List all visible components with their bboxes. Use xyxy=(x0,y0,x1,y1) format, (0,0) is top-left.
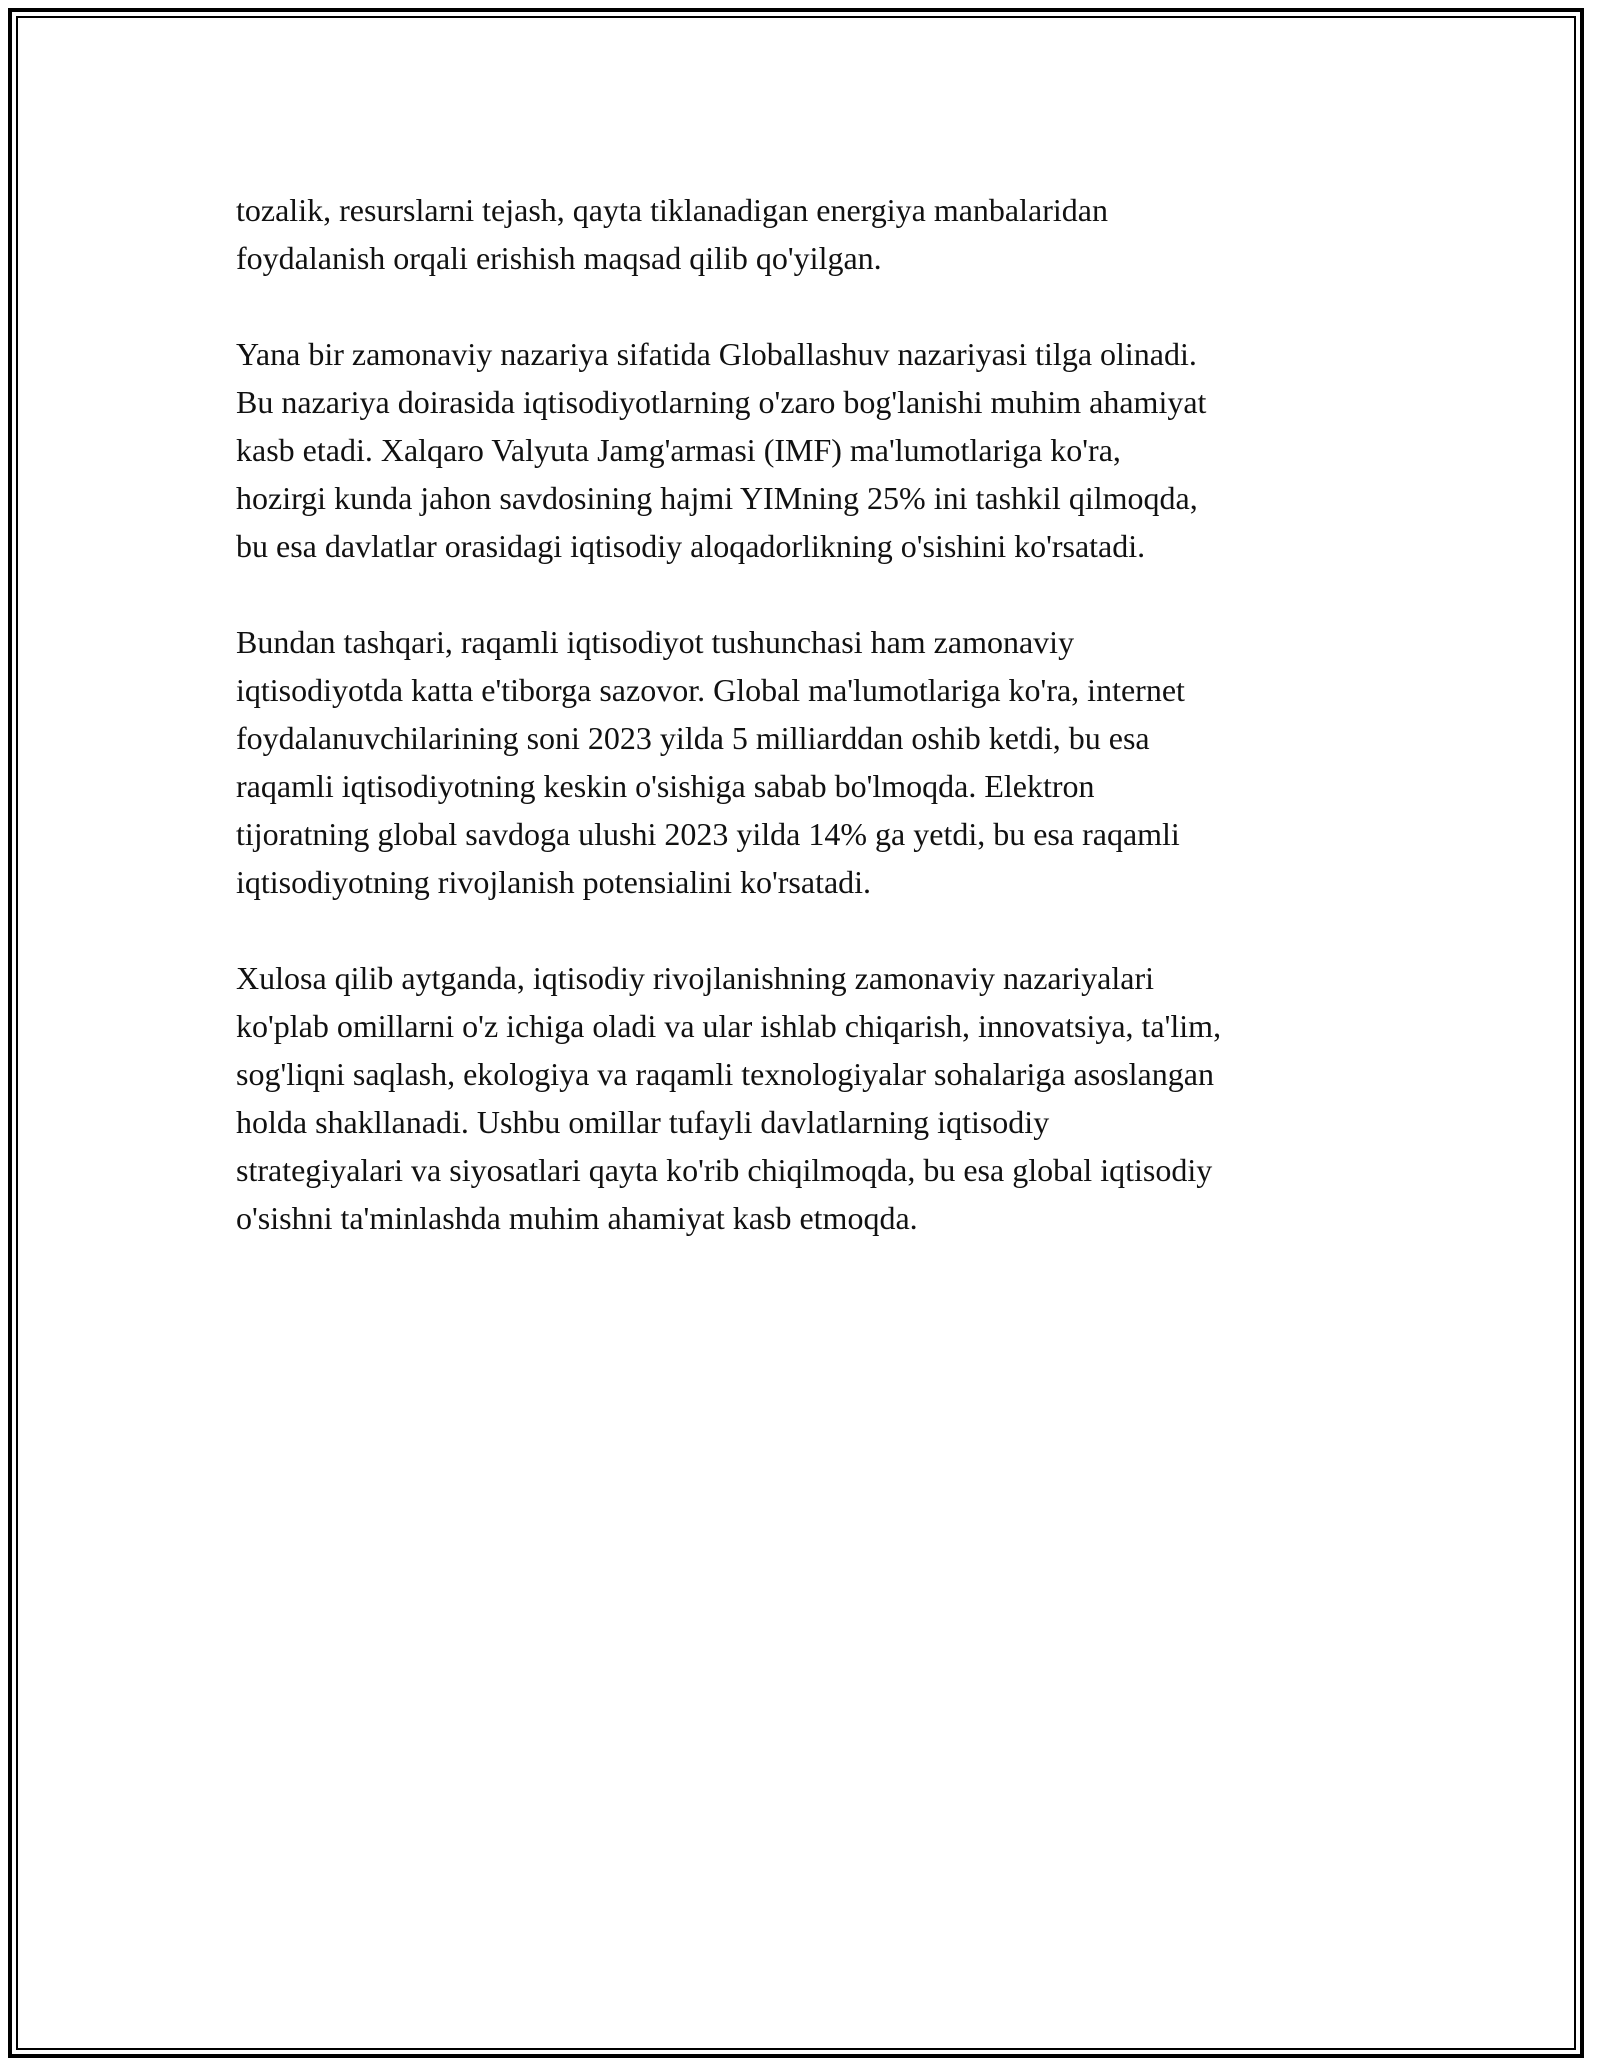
paragraph-line: ko'plab omillarni o'z ichiga oladi va ular ishlab chiqarish, innovatsiya, ta'lim, xyxy=(236,1008,1222,1044)
paragraph-line: bu esa davlatlar orasidagi iqtisodiy aloqadorlikning o'sishini ko'rsatadi. xyxy=(236,528,1146,564)
paragraph-line: foydalanish orqali erishish maqsad qilib qo'yilgan. xyxy=(236,240,882,276)
paragraph-line: sog'liqni saqlash, ekologiya va raqamli texnologiyalar sohalariga asoslangan xyxy=(236,1056,1214,1092)
paragraph-line: Bu nazariya doirasida iqtisodiyotlarning o'zaro bog'lanishi muhim ahamiyat xyxy=(236,384,1207,420)
paragraph-3 xyxy=(236,618,1386,906)
paragraph-line: Bundan tashqari, raqamli iqtisodiyot tushunchasi ham zamonaviy xyxy=(236,624,1075,660)
paragraph-line: kasb etadi. Xalqaro Valyuta Jamg'armasi (IMF) ma'lumotlariga ko'ra, xyxy=(236,432,1121,468)
document-body xyxy=(236,186,1386,1290)
paragraph-line: iqtisodiyotning rivojlanish potensialini ko'rsatadi. xyxy=(236,864,872,900)
paragraph-line: Yana bir zamonaviy nazariya sifatida Globallashuv nazariyasi tilga olinadi. xyxy=(236,336,1197,372)
paragraph-line: raqamli iqtisodiyotning keskin o'sishiga sabab bo'lmoqda. Elektron xyxy=(236,768,1095,804)
paragraph-line: iqtisodiyotda katta e'tiborga sazovor. Global ma'lumotlariga ko'ra, internet xyxy=(236,672,1185,708)
paragraph-line: strategiyalari va siyosatlari qayta ko'rib chiqilmoqda, bu esa global iqtisodiy xyxy=(236,1152,1213,1188)
paragraph-line: tozalik, resurslarni tejash, qayta tiklanadigan energiya manbalaridan xyxy=(236,192,1108,228)
paragraph-line: tijoratning global savdoga ulushi 2023 yilda 14% ga yetdi, bu esa raqamli xyxy=(236,816,1180,852)
paragraph-line: holda shakllanadi. Ushbu omillar tufayli davlatlarning iqtisodiy xyxy=(236,1104,1050,1140)
paragraph-line: o'sishni ta'minlashda muhim ahamiyat kasb etmoqda. xyxy=(236,1200,918,1236)
paragraph-2 xyxy=(236,330,1386,570)
paragraph-1 xyxy=(236,186,1386,282)
paragraph-line: Xulosa qilib aytganda, iqtisodiy rivojlanishning zamonaviy nazariyalari xyxy=(236,960,1154,996)
paragraph-line: hozirgi kunda jahon savdosining hajmi YIMning 25% ini tashkil qilmoqda, xyxy=(236,480,1198,516)
paragraph-4 xyxy=(236,954,1386,1242)
paragraph-line: foydalanuvchilarining soni 2023 yilda 5 milliarddan oshib ketdi, bu esa xyxy=(236,720,1150,756)
